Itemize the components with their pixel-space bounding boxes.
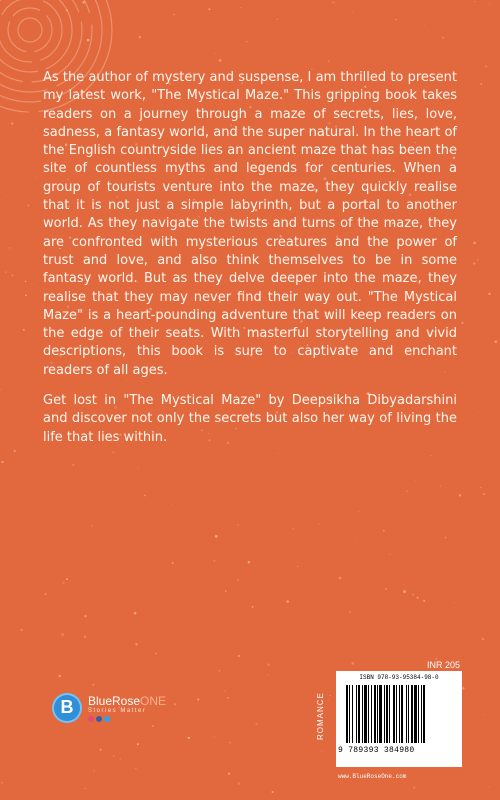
social-icons [88,716,166,722]
blurb-text [43,69,457,459]
isbn-digits: 9 789393 384980 [338,746,415,755]
publisher-name-main: BlueRose [88,694,141,708]
publisher-name [88,694,166,708]
publisher-name-accent: ONE [140,694,167,708]
isbn-barcode [336,671,462,767]
publisher-logo [52,693,166,723]
price-label: INR 205 [426,660,460,670]
bluerose-logo-icon [52,693,82,723]
instagram-icon [88,716,94,722]
twitter-icon [104,716,110,722]
blurb-paragraph-2: Get lost in "The Mystical Maze" by Deepsikha Dibyadarshini and discover not only the secrets but also her way of living the life that lies within. [43,393,457,445]
isbn-number: ISBN 978-93-95384-98-0 [359,674,439,681]
logo-letter: B [60,697,74,717]
publisher-tagline: Stories Matter [88,708,147,714]
barcode-bars [346,685,452,743]
publisher-url: www.BlueRoseOne.com [338,773,407,780]
facebook-icon [96,716,102,722]
blurb-paragraph-1: As the author of mystery and suspense, I am thrilled to present my latest work, "The Mystical Maze." This gripping book takes readers on a journey through a maze of secrets, lies, love, sadness, a fantasy world, and the super natural. In the heart of the English countryside lies an ancient maze that has been the site of countless myths and legends for centuries. When a group of tourists venture into the maze, they quickly realise that it is not just a simple labyrinth, but a portal to another world. As they navigate the twists and turns of the maze, they are confronted with mysterious creatures and the power of trust and love, and also think themselves to be in some fantasy world. But as they delve deeper into the maze, they realise that they may never find their way out. "The Mystical Maze" is a heart-pounding adventure that will keep readers on the edge of their seats. With masterful storytelling and vivid descriptions, this book is sure to captivate and enchant readers of all ages. [43,70,457,378]
genre-label: ROMANCE [316,692,325,740]
publisher-wordmark [88,694,166,722]
